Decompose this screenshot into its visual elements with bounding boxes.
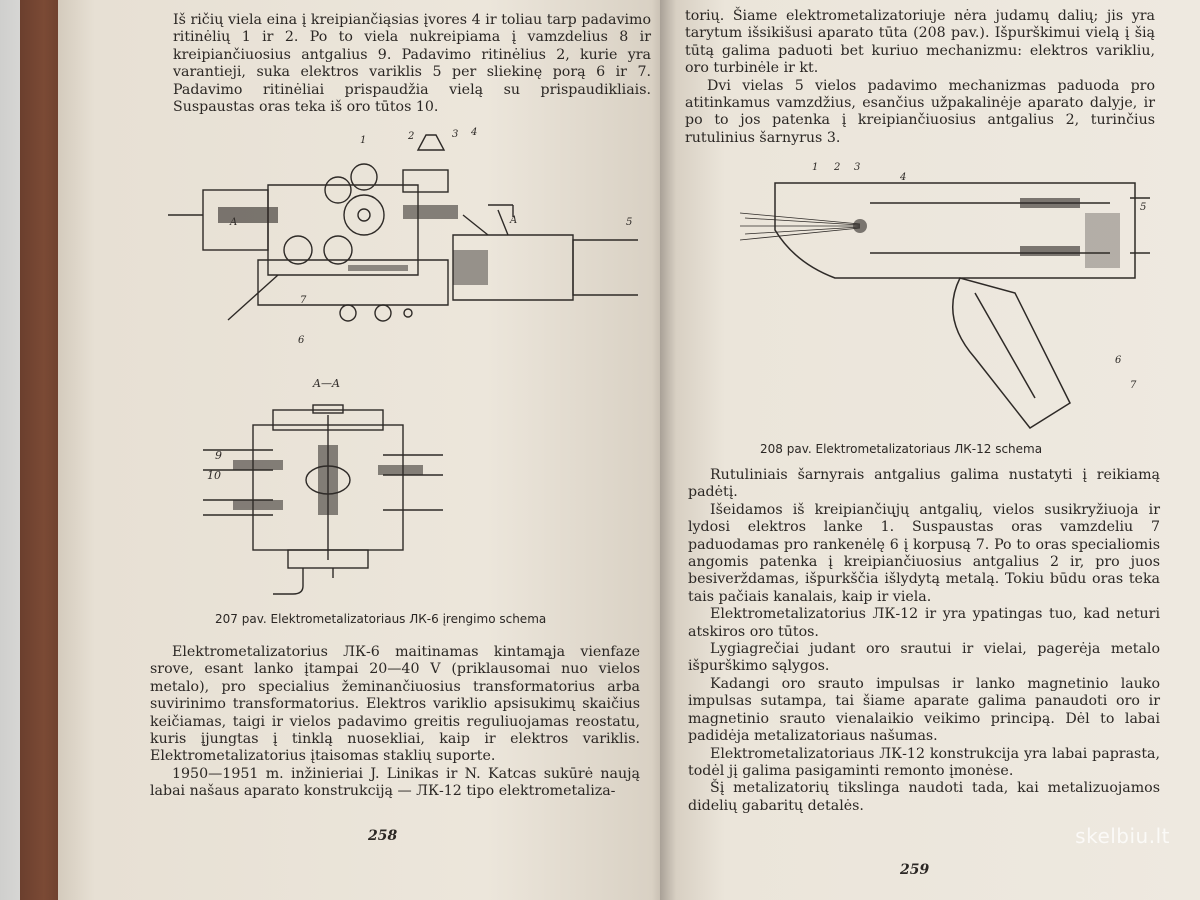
fig208-label-4: 4 bbox=[900, 172, 907, 183]
right-paragraph-5: Elektrometalizatorius ЛК-12 ir yra ypatingas tuo, kad neturi atskiros oro tūtos. bbox=[688, 606, 1160, 640]
figure-208-gun-diagram bbox=[720, 158, 1160, 433]
figure-207-section-view bbox=[193, 375, 473, 600]
right-paragraph-7: Kadangi oro srauto impulsas ir lanko magnetinio lauko impulsas sutampa, tai šiame aparate galima panaudoti oro ir magnetinio srauto vienalaikio veikimo principą. Dėl to labai padidėja metalizatoriaus našumas. bbox=[688, 675, 1160, 745]
fig207-section-marker-left: A bbox=[230, 217, 238, 228]
right-paragraph-2: Dvi vielas 5 vielos padavimo mechanizmas paduoda pro atitinkamus vamzdžius, esančius užpakalinėje aparato dalyje, ir po to jos patenka į kreipiančiuosius antgalius 2, turinčius rutulinius šarnyrus 3. bbox=[685, 77, 1155, 146]
left-paragraph-top: Iš ričių viela eina į kreipiančiąsias įvores 4 ir toliau tarp padavimo ritinėlių 1 ir 2. Po to viela nukreipiama į vamzdelius 8 ir kreipiančiuosius antgalius 9. Padavimo ritinėlius 2, kurie yra varantieji, suka elektros variklis 5 per sliekinę porą 6 ir 7. Padavimo ritinėliai prispaudžia vielą su prispaudikliais. Suspaustas oras teka iš oro tūtos 10. bbox=[173, 12, 651, 116]
fig207-section-marker-right: A bbox=[510, 215, 518, 226]
fig208-label-5: 5 bbox=[1140, 202, 1147, 213]
fig208-label-1: 1 bbox=[812, 162, 819, 173]
right-page-number: 259 bbox=[900, 862, 930, 878]
fig207-label-2: 2 bbox=[408, 131, 415, 142]
fig207-label-7: 7 bbox=[300, 295, 307, 306]
figure-207-side-view bbox=[168, 125, 638, 350]
left-paragraph-1: Elektrometalizatorius ЛК-6 maitinamas kintamąja vienfaze srove, esant lanko įtampai 20—40 V (priklausomai nuo vielos metalo), pro specialius žeminančiuosius transformatorius arba suvirinimo transformatorius. Elektros variklio apsisukimų skaičius keičiamas, taigi ir vielos padavimo greitis reguliuojamas reostatu, kuris įjungtas į tinklą nuosekliai, kaip ir elektros variklis. Elektrometalizatorius įtaisomas staklių suporte. bbox=[150, 644, 640, 765]
left-page bbox=[58, 0, 670, 900]
left-paragraph-2: 1950—1951 m. inžinieriai J. Linikas ir N. Katcas sukūrė naują labai našaus aparato konstrukciją — ЛК-12 tipo elektrometaliza- bbox=[150, 765, 640, 800]
left-body-text bbox=[150, 644, 640, 801]
fig208-label-6: 6 bbox=[1115, 355, 1122, 366]
fig208-label-2: 2 bbox=[834, 162, 841, 173]
fig207-section-label-10: 10 bbox=[207, 469, 221, 482]
watermark: skelbiu.lt bbox=[1075, 824, 1170, 848]
figure-208-caption: 208 pav. Elektrometalizatoriaus ЛК-12 schema bbox=[760, 442, 1043, 456]
fig208-label-7: 7 bbox=[1130, 380, 1137, 391]
fig208-label-3: 3 bbox=[854, 162, 861, 173]
fig207-label-5: 5 bbox=[626, 217, 633, 228]
left-page-number: 258 bbox=[368, 828, 398, 844]
right-paragraph-3: Rutuliniais šarnyrais antgalius galima nustatyti į reikiamą padėtį. bbox=[688, 467, 1160, 501]
right-body-top bbox=[685, 8, 1155, 147]
right-paragraph-6: Lygiagrečiai judant oro srautui ir vielai, pagerėja metalo išpurškimo sąlygos. bbox=[688, 641, 1160, 675]
fig207-label-4: 4 bbox=[471, 127, 478, 138]
right-paragraph-top: torių. Šiame elektrometalizatoriuje nėra judamų dalių; jis yra tarytum išsikišusi aparato tūta (208 pav.). Išpurškimui vielą į šią tūtą galima paduoti bet kuriuo mechanizmu: elektros varikliu, oro turbinėle ir kt. bbox=[685, 8, 1155, 77]
fig207-section-title: A—A bbox=[313, 377, 340, 390]
fig207-label-1: 1 bbox=[360, 135, 367, 146]
right-paragraph-9: Šį metalizatorių tikslinga naudoti tada, kai metalizuojamos didelių gabaritų detalės. bbox=[688, 780, 1160, 814]
fig207-label-3: 3 bbox=[452, 129, 459, 140]
fig207-label-6: 6 bbox=[298, 335, 305, 346]
right-paragraph-8: Elektrometalizatoriaus ЛК-12 konstrukcija yra labai paprasta, todėl jį galima pasigaminti remonto įmonėse. bbox=[688, 745, 1160, 779]
right-page bbox=[660, 0, 1200, 900]
right-paragraph-4: Išeidamos iš kreipiančiųjų antgalių, vielos susikryžiuoja ir lydosi elektros lanke 1. Suspaustas oras vamzdeliu 7 paduodamas pro rankenėlę 6 į korpusą 7. Po to oras specialiomis angomis patenka į kreipiančiuosius antgalius 2 ir, pro juos besiverždamas, išpurkščia išlydytą metalą. Tokiu būdu oras teka tais pačiais kanalais, kaip ir viela. bbox=[688, 501, 1160, 605]
fig207-section-label-9: 9 bbox=[215, 449, 222, 462]
figure-207-caption: 207 pav. Elektrometalizatoriaus ЛК-6 įrengimo schema bbox=[215, 612, 547, 626]
right-body-text bbox=[688, 467, 1160, 815]
